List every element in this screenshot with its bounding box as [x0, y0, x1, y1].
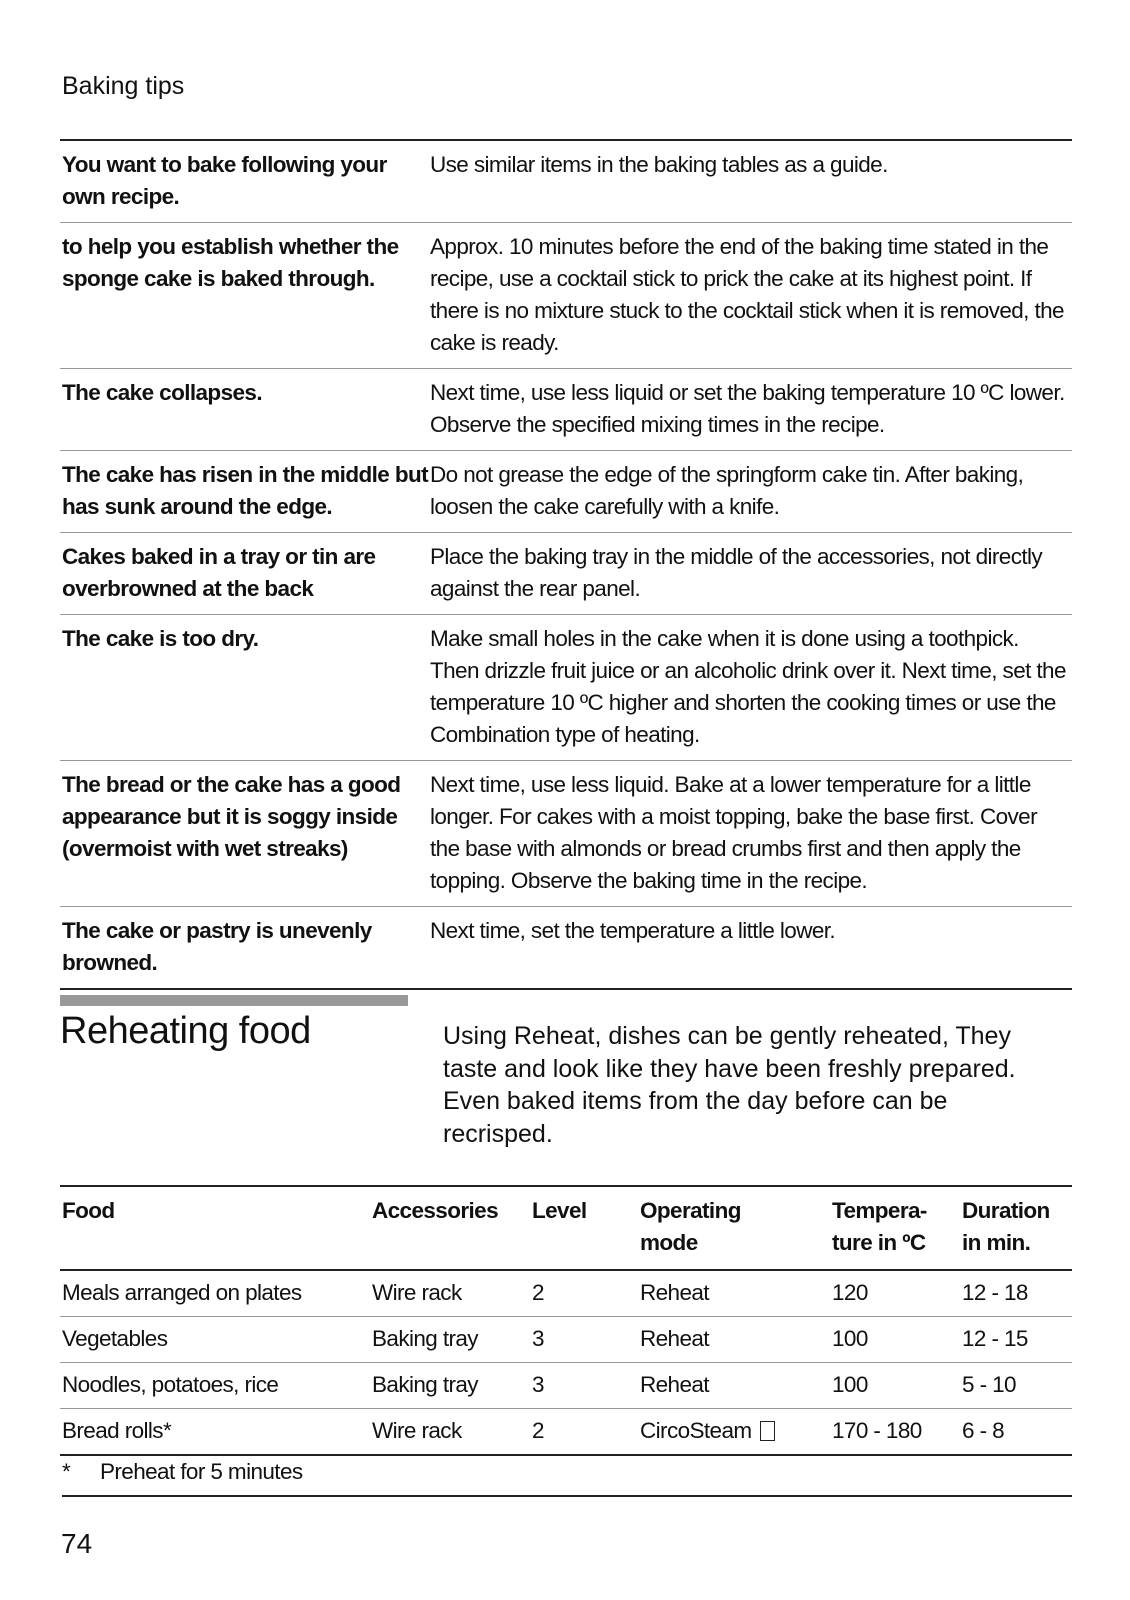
column-header-temperature: Tempera- ture in ºC — [832, 1198, 927, 1255]
tip-problem: to help you establish whether the sponge cake is baked through. — [62, 234, 399, 291]
tip-problem: You want to bake following your own recipe. — [62, 152, 387, 209]
cell-temperature: 170 - 180 — [832, 1418, 922, 1443]
tip-problem: The bread or the cake has a good appearance but it is soggy inside (overmoist with wet streaks) — [62, 772, 401, 861]
cell-duration: 5 - 10 — [962, 1372, 1016, 1397]
tip-row — [60, 222, 1072, 368]
cell-mode-text: CircoSteam — [640, 1418, 752, 1443]
cell-temperature: 120 — [832, 1280, 868, 1305]
column-header-mode: Operating mode — [640, 1198, 741, 1255]
cell-level: 2 — [532, 1280, 544, 1305]
cell-accessories: Baking tray — [372, 1372, 478, 1397]
footnote-text: Preheat for 5 minutes — [100, 1459, 303, 1484]
tip-solution: Do not grease the edge of the springform cake tin. After baking, loosen the cake carefully with a knife. — [430, 462, 1024, 519]
tip-solution: Make small holes in the cake when it is done using a toothpick. Then drizzle fruit juice or an alcoholic drink over it. Next time, set the temperature 10 ºC higher and shorten the cooking times or use the Combination type of heating. — [430, 626, 1066, 747]
tip-row — [60, 450, 1072, 532]
column-header-accessories: Accessories — [372, 1198, 498, 1223]
reheat-heading: Reheating food — [60, 1010, 311, 1052]
column-header-duration: Duration in min. — [962, 1198, 1050, 1255]
cell-temperature: 100 — [832, 1372, 868, 1397]
column-header-level: Level — [532, 1198, 587, 1223]
cell-level: 2 — [532, 1418, 544, 1443]
cell-mode: Reheat — [640, 1326, 709, 1351]
page-number: 74 — [61, 1528, 93, 1559]
table-row — [60, 1317, 1072, 1363]
cell-mode — [640, 1417, 832, 1445]
tip-problem: The cake collapses. — [62, 380, 262, 405]
table-row — [60, 1409, 1072, 1456]
circosteam-icon — [760, 1421, 775, 1441]
section-divider-bar — [60, 995, 408, 1006]
tip-problem: The cake has risen in the middle but has sunk around the edge. — [62, 462, 428, 519]
tip-row — [60, 368, 1072, 450]
table-row — [60, 1363, 1072, 1409]
tip-problem: The cake is too dry. — [62, 626, 259, 651]
column-header-food: Food — [62, 1198, 115, 1223]
tip-solution: Next time, use less liquid. Bake at a lower temperature for a little longer. For cakes with a moist topping, bake the base first. Cover the base with almonds or bread crumbs first and then apply the topping. Observe the baking time in the recipe. — [430, 772, 1037, 893]
tip-row — [60, 614, 1072, 760]
cell-food: Meals arranged on plates — [62, 1280, 302, 1305]
cell-accessories: Wire rack — [372, 1280, 462, 1305]
cell-level: 3 — [532, 1326, 544, 1351]
footnote — [62, 1459, 1072, 1497]
reheat-intro: Using Reheat, dishes can be gently reheated, They taste and look like they have been freshly prepared. Even baked items from the day before can be recrisped. — [443, 1022, 1016, 1148]
cell-accessories: Wire rack — [372, 1418, 462, 1443]
cell-temperature: 100 — [832, 1326, 868, 1351]
cell-accessories: Baking tray — [372, 1326, 478, 1351]
tip-problem: Cakes baked in a tray or tin are overbrowned at the back — [62, 544, 376, 601]
table-header — [60, 1187, 1072, 1271]
cell-mode: Reheat — [640, 1372, 709, 1397]
cell-mode: Reheat — [640, 1280, 709, 1305]
cell-duration: 6 - 8 — [962, 1418, 1005, 1443]
table-row — [60, 1271, 1072, 1317]
baking-tips-table — [60, 139, 1072, 990]
cell-food: Vegetables — [62, 1326, 168, 1351]
cell-duration: 12 - 18 — [962, 1280, 1028, 1305]
cell-level: 3 — [532, 1372, 544, 1397]
tip-row — [60, 141, 1072, 222]
tip-solution: Place the baking tray in the middle of the accessories, not directly against the rear panel. — [430, 544, 1043, 601]
tip-row — [60, 532, 1072, 614]
cell-duration: 12 - 15 — [962, 1326, 1028, 1351]
footnote-marker: * — [62, 1459, 71, 1484]
tip-row — [60, 760, 1072, 906]
tip-solution: Approx. 10 minutes before the end of the baking time stated in the recipe, use a cocktail stick to prick the cake at its highest point. If there is no mixture stuck to the cocktail stick when it is removed, the cake is ready. — [430, 234, 1064, 355]
tip-solution: Use similar items in the baking tables as a guide. — [430, 152, 888, 177]
cell-food: Bread rolls* — [62, 1418, 172, 1443]
section-title: Baking tips — [62, 72, 185, 100]
tip-row — [60, 906, 1072, 988]
cell-food: Noodles, potatoes, rice — [62, 1372, 279, 1397]
tip-problem: The cake or pastry is unevenly browned. — [62, 918, 372, 975]
tip-solution: Next time, set the temperature a little lower. — [430, 918, 836, 943]
reheat-table — [60, 1185, 1072, 1456]
tip-solution: Next time, use less liquid or set the baking temperature 10 ºC lower. Observe the specified mixing times in the recipe. — [430, 380, 1065, 437]
